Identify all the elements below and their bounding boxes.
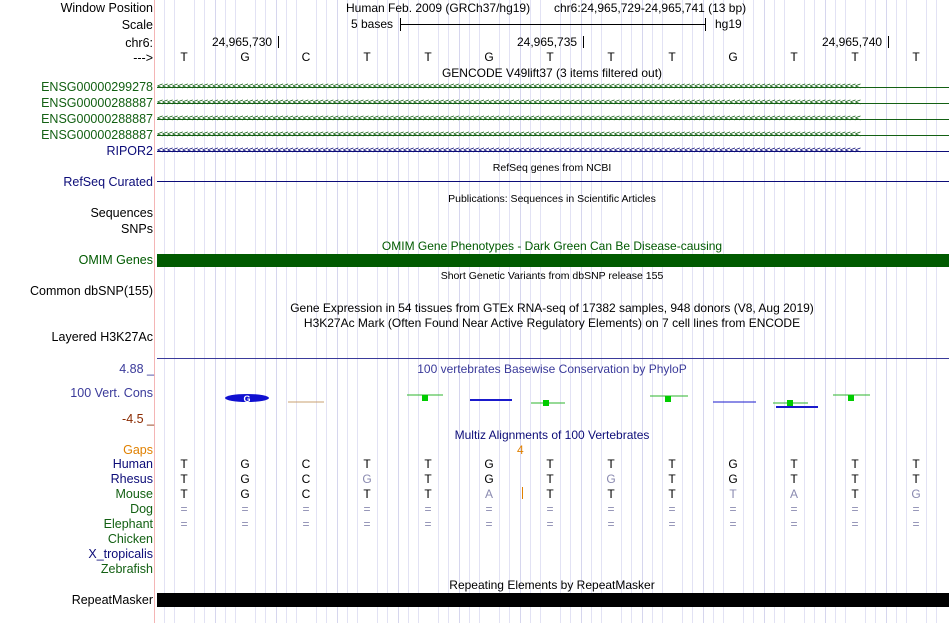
base-letter: T	[546, 50, 554, 64]
grid-line	[875, 0, 876, 623]
grid-line	[174, 0, 175, 623]
alignment-base: T	[729, 487, 737, 501]
phylop-point	[422, 395, 428, 401]
base-letter: T	[180, 50, 188, 64]
alignment-base: =	[729, 502, 737, 516]
alignment-base: T	[546, 457, 554, 471]
alignment-base: G	[484, 457, 494, 471]
alignment-base: =	[607, 502, 615, 516]
base-letter: T	[790, 50, 798, 64]
base-letter: G	[240, 50, 250, 64]
phylop-min-label: -4.5 _	[122, 412, 154, 426]
gencode-strand-arrows: <<<<<<<<<<<<<<<<<<<<<<<<<<<<<<<<<<<<<<<<<<<<<<<<<<<<<<<<<<<<<<<<<<<<<<<<<<<<<<<<<<<<<<<<<<<<<<<<<<<<<<<<<<<<<<<<<<<<<<<<<<<<<<<<<<<<<<<<<<<<	[157, 129, 860, 140]
grid-line	[835, 0, 836, 623]
alignment-base: =	[363, 502, 371, 516]
alignment-base: C	[301, 487, 311, 501]
alignment-base: =	[180, 517, 188, 531]
alignment-base: G	[911, 487, 921, 501]
alignment-base: =	[363, 517, 371, 531]
alignment-base: =	[241, 517, 249, 531]
species-label[interactable]: Dog	[130, 502, 153, 516]
grid-line	[204, 0, 205, 623]
alignment-base: C	[301, 472, 311, 486]
scale-db: hg19	[715, 17, 742, 31]
h3k27ac-track-label[interactable]: Layered H3K27Ac	[51, 330, 153, 344]
species-label[interactable]: Zebrafish	[100, 562, 153, 576]
alignment-base: T	[912, 472, 920, 486]
phylop-max-label: 4.88 _	[119, 362, 154, 376]
phylop-logo-letter: G	[243, 394, 251, 404]
window-position-value[interactable]: chr6:24,965,729-24,965,741 (13 bp)	[554, 1, 747, 15]
gtex-track-title[interactable]: Gene Expression in 54 tissues from GTEx RNA-seq of 17382 samples, 948 donors (V8, Aug 2019)	[290, 301, 814, 315]
omim-track-label[interactable]: OMIM Genes	[78, 253, 153, 267]
phylop-track-label[interactable]: 100 Vert. Cons	[70, 386, 153, 400]
alignment-base: T	[424, 457, 432, 471]
phylop-point	[787, 400, 793, 406]
alignment-base: G	[240, 457, 250, 471]
alignment-base: T	[607, 457, 615, 471]
grid-line	[825, 0, 826, 623]
alignment-base: =	[790, 517, 798, 531]
alignment-base: T	[424, 472, 432, 486]
chrom-label: chr6:	[125, 36, 153, 50]
gencode-track-label-ripor2[interactable]: RIPOR2	[106, 144, 153, 158]
alignment-base: T	[424, 487, 432, 501]
grid-line	[164, 0, 165, 623]
alignment-base: T	[851, 472, 859, 486]
alignment-base: T	[668, 487, 676, 501]
alignment-base: T	[912, 457, 920, 471]
gencode-track-label-3[interactable]: ENSG00000288887	[41, 112, 153, 126]
gencode-strand-arrows: <<<<<<<<<<<<<<<<<<<<<<<<<<<<<<<<<<<<<<<<<<<<<<<<<<<<<<<<<<<<<<<<<<<<<<<<<<<<<<<<<<<<<<<<<<<<<<<<<<<<<<<<<<<<<<<<<<<<<<<<<<<<<<<<<<<<<<<<<<<<	[157, 81, 860, 92]
alignment-base: =	[546, 517, 554, 531]
alignment-base: G	[362, 472, 372, 486]
alignment-base: T	[607, 487, 615, 501]
dbsnp-track-label[interactable]: Common dbSNP(155)	[30, 284, 153, 298]
multiz-track-title[interactable]: Multiz Alignments of 100 Vertebrates	[454, 428, 650, 442]
coord-tick-3: 24,965,740	[822, 35, 883, 49]
grid-line	[926, 0, 927, 623]
alignment-base: T	[790, 457, 798, 471]
alignment-base: T	[180, 487, 188, 501]
base-letter: T	[668, 50, 676, 64]
coord-tick-mark-2	[583, 36, 584, 48]
gencode-strand-arrows: <<<<<<<<<<<<<<<<<<<<<<<<<<<<<<<<<<<<<<<<<<<<<<<<<<<<<<<<<<<<<<<<<<<<<<<<<<<<<<<<<<<<<<<<<<<<<<<<<<<<<<<<<<<<<<<<<<<<<<<<<<<<<<<<<<<<<<<<<<<<	[157, 113, 860, 124]
alignment-base: =	[912, 517, 920, 531]
repeatmasker-track-title[interactable]: Repeating Elements by RepeatMasker	[449, 578, 655, 592]
alignment-base: T	[668, 457, 676, 471]
grid-line	[265, 0, 266, 623]
grid-line	[286, 0, 287, 623]
grid-line	[896, 0, 897, 623]
gaps-label[interactable]: Gaps	[123, 443, 153, 457]
omim-track-title[interactable]: OMIM Gene Phenotypes - Dark Green Can Be Disease-causing	[381, 239, 723, 253]
coord-tick-1: 24,965,730	[212, 35, 273, 49]
scale-label: Scale	[121, 18, 153, 32]
base-letter: T	[912, 50, 920, 64]
grid-line	[814, 0, 815, 623]
grid-line	[906, 0, 907, 623]
species-label[interactable]: Chicken	[107, 532, 153, 546]
gencode-track-label-2[interactable]: ENSG00000288887	[41, 96, 153, 110]
alignment-base: C	[301, 457, 311, 471]
grid-line	[235, 0, 236, 623]
gap-count: 4	[517, 443, 524, 457]
base-letter: C	[301, 50, 311, 64]
refseq-track-title[interactable]: RefSeq genes from NCBI	[492, 162, 612, 174]
grid-line	[215, 0, 216, 623]
alignment-base: =	[241, 502, 249, 516]
alignment-base: =	[546, 502, 554, 516]
alignment-base: =	[729, 517, 737, 531]
alignment-base: T	[851, 487, 859, 501]
alignment-base: =	[485, 517, 493, 531]
grid-line	[225, 0, 226, 623]
grid-line	[194, 0, 195, 623]
scale-bar-left-tick	[400, 18, 401, 31]
window-position-label: Window Position	[60, 1, 153, 15]
alignment-base: G	[240, 487, 250, 501]
coord-tick-mark-1	[278, 36, 279, 48]
coord-tick-mark-3	[888, 36, 889, 48]
phylop-point	[848, 395, 854, 401]
repeatmasker-bar[interactable]	[157, 593, 949, 607]
strand-label: --->	[133, 51, 153, 65]
alignment-base: =	[851, 502, 859, 516]
alignment-base: A	[484, 487, 494, 501]
alignment-base: T	[790, 472, 798, 486]
refseq-track-label[interactable]: RefSeq Curated	[63, 175, 153, 189]
alignment-base: T	[668, 472, 676, 486]
h3k27ac-track-title[interactable]: H3K27Ac Mark (Often Found Near Active Regulatory Elements) on 7 cell lines from ENCODE	[303, 316, 801, 330]
alignment-base: G	[240, 472, 250, 486]
alignment-base: T	[546, 487, 554, 501]
grid-line	[845, 0, 846, 623]
repeatmasker-track-label[interactable]: RepeatMasker	[71, 593, 153, 607]
species-label[interactable]: Mouse	[115, 487, 153, 501]
alignment-base: =	[485, 502, 493, 516]
grid-line	[276, 0, 277, 623]
alignment-base: =	[607, 517, 615, 531]
publications-track-title[interactable]: Publications: Sequences in Scientific Articles	[448, 193, 656, 205]
alignment-base: T	[180, 457, 188, 471]
gencode-track-title[interactable]: GENCODE V49lift37 (3 items filtered out)	[441, 66, 663, 80]
phylop-point	[543, 400, 549, 406]
alignment-base: =	[424, 502, 432, 516]
alignment-base: G	[728, 472, 738, 486]
alignment-base: =	[424, 517, 432, 531]
grid-line	[936, 0, 937, 623]
phylop-track-title[interactable]: 100 vertebrates Basewise Conservation by PhyloP	[417, 362, 687, 376]
gencode-track-label-1[interactable]: ENSG00000299278	[41, 80, 153, 94]
alignment-base: =	[790, 502, 798, 516]
dbsnp-track-title[interactable]: Short Genetic Variants from dbSNP release 155	[440, 270, 664, 282]
species-label[interactable]: X_tropicalis	[88, 547, 153, 561]
scale-bases: 5 bases	[351, 17, 394, 31]
coord-tick-2: 24,965,735	[517, 35, 578, 49]
gencode-strand-arrows: <<<<<<<<<<<<<<<<<<<<<<<<<<<<<<<<<<<<<<<<<<<<<<<<<<<<<<<<<<<<<<<<<<<<<<<<<<<<<<<<<<<<<<<<<<<<<<<<<<<<<<<<<<<<<<<<<<<<<<<<<<<<<<<<<<<<<<<<<<<<	[157, 145, 860, 156]
alignment-base: T	[851, 457, 859, 471]
alignment-base: =	[668, 502, 676, 516]
alignment-base: T	[363, 457, 371, 471]
label-separator	[154, 0, 155, 623]
alignment-base: G	[484, 472, 494, 486]
alignment-base: =	[180, 502, 188, 516]
scale-bar	[400, 24, 706, 25]
grid-line	[255, 0, 256, 623]
grid-line	[886, 0, 887, 623]
alignment-base: =	[668, 517, 676, 531]
species-label[interactable]: Human	[112, 457, 153, 471]
sequences-label[interactable]: Sequences	[90, 206, 153, 220]
base-letter: T	[424, 50, 432, 64]
scale-bar-right-tick	[705, 18, 706, 31]
alignment-base: T	[546, 472, 554, 486]
species-label[interactable]: Rhesus	[110, 472, 153, 486]
assembly-name[interactable]: Human Feb. 2009 (GRCh37/hg19)	[346, 1, 531, 15]
alignment-base: T	[180, 472, 188, 486]
species-label[interactable]: Elephant	[103, 517, 153, 531]
base-letter: G	[728, 50, 738, 64]
base-letter: T	[607, 50, 615, 64]
gencode-track-label-4[interactable]: ENSG00000288887	[41, 128, 153, 142]
alignment-base: =	[851, 517, 859, 531]
alignment-base: =	[912, 502, 920, 516]
phylop-point	[665, 396, 671, 402]
alignment-base: A	[789, 487, 799, 501]
gap-marker	[522, 487, 523, 499]
alignment-base: =	[302, 517, 310, 531]
alignment-base: G	[606, 472, 616, 486]
alignment-base: G	[728, 457, 738, 471]
base-letter: T	[851, 50, 859, 64]
alignment-base: T	[363, 487, 371, 501]
omim-gene-bar[interactable]	[157, 254, 949, 267]
gencode-strand-arrows: <<<<<<<<<<<<<<<<<<<<<<<<<<<<<<<<<<<<<<<<<<<<<<<<<<<<<<<<<<<<<<<<<<<<<<<<<<<<<<<<<<<<<<<<<<<<<<<<<<<<<<<<<<<<<<<<<<<<<<<<<<<<<<<<<<<<<<<<<<<<	[157, 97, 860, 108]
snps-label[interactable]: SNPs	[121, 222, 153, 236]
alignment-base: =	[302, 502, 310, 516]
base-letter: T	[363, 50, 371, 64]
base-letter: G	[484, 50, 494, 64]
refseq-gene-line[interactable]	[157, 181, 949, 182]
grid-line	[865, 0, 866, 623]
h3k27ac-baseline	[157, 358, 949, 359]
